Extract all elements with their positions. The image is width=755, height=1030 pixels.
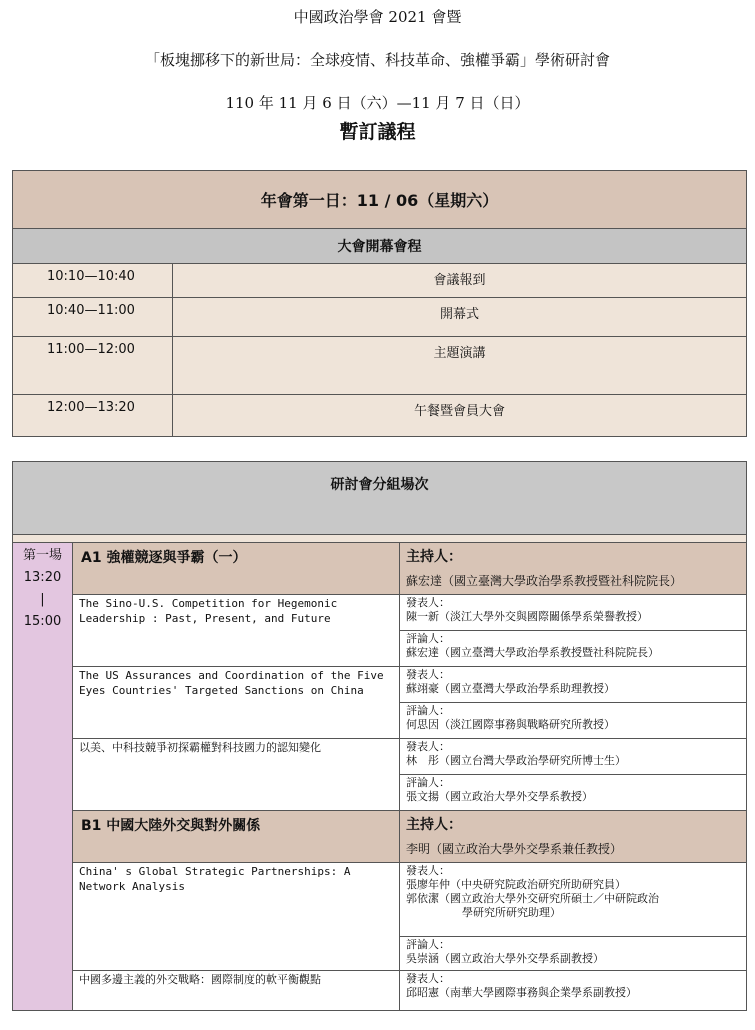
paper-title: The US Assurances and Coordination of the Five Eyes Countries' Targeted Sanctions on China — [73, 667, 400, 739]
schedule-time: 12:00—13:20 — [13, 395, 173, 437]
schedule-item: 主題演講 — [173, 337, 747, 395]
presenter-name: 張廖年仲（中央研究院政治研究所助研究員） — [406, 878, 626, 891]
session-end: 15:00 — [23, 614, 62, 629]
schedule-time: 10:40—11:00 — [13, 298, 173, 337]
session-separator: | — [40, 592, 45, 607]
presenter-label: 發表人： — [406, 972, 450, 985]
discussant-label: 評論人： — [406, 632, 450, 645]
paper-title: 中國多邊主義的外交戰略：國際制度的軟平衡觀點 — [73, 971, 400, 1011]
schedule-item: 午餐暨會員大會 — [173, 395, 747, 437]
conference-dates: 110 年 11 月 6 日（六）—11 月 7 日（日） — [225, 94, 530, 112]
presenter-cell — [400, 863, 747, 937]
discussant-name: 蘇宏達（國立臺灣大學政治學系教授暨社科院院長） — [406, 646, 659, 659]
day1-agenda-table — [12, 170, 747, 437]
schedule-time: 10:10—10:40 — [13, 264, 173, 298]
seminar-agenda-table — [12, 461, 747, 1011]
panel-title: B1 中國大陸外交與對外關係 — [73, 811, 400, 863]
presenter-name: 邱昭憲（南華大學國際事務與企業學系副教授） — [406, 986, 637, 999]
agenda-heading: 暫訂議程 — [339, 121, 416, 143]
schedule-item: 會議報到 — [173, 264, 747, 298]
presenter-cell — [400, 971, 747, 1011]
presenter-cell — [400, 667, 747, 703]
chair-name: 李明（國立政治大學外交學系兼任教授） — [406, 842, 623, 856]
presenter-name: 郭依潔（國立政治大學外交研究所碩士／中研院政治 — [406, 892, 659, 905]
chair-name: 蘇宏達（國立臺灣大學政治學系教授暨社科院院長） — [406, 574, 683, 588]
discussant-label: 評論人： — [406, 938, 450, 951]
discussant-cell — [400, 775, 747, 811]
presenter-cell — [400, 595, 747, 631]
discussant-cell — [400, 631, 747, 667]
discussant-name: 吳崇涵（國立政治大學外交學系副教授） — [406, 952, 604, 965]
presenter-label: 發表人： — [406, 668, 450, 681]
presenter-label: 發表人： — [406, 596, 450, 609]
discussant-cell — [400, 703, 747, 739]
schedule-item: 開幕式 — [173, 298, 747, 337]
presenter-name: 蘇翊豪（國立臺灣大學政治學系助理教授） — [406, 682, 615, 695]
paper-title: The Sino-U.S. Competition for Hegemonic Leadership : Past, Present, and Future — [73, 595, 400, 667]
presenter-name-continued: 學研究所研究助理） — [462, 906, 561, 919]
discussant-label: 評論人： — [406, 704, 450, 717]
day1-title: 年會第一日：11 / 06（星期六） — [13, 171, 747, 229]
chair-label: 主持人： — [406, 817, 462, 833]
conference-title: 中國政治學會 2021 會暨 — [293, 8, 462, 26]
opening-session-title: 大會開幕會程 — [13, 229, 747, 264]
presenter-name: 陳一新（淡江大學外交與國際關係學系榮譽教授） — [406, 610, 648, 623]
discussant-cell — [400, 937, 747, 971]
discussant-name: 何思因（淡江國際事務與戰略研究所教授） — [406, 718, 615, 731]
chair-label: 主持人： — [406, 549, 462, 565]
schedule-time: 11:00—12:00 — [13, 337, 173, 395]
presenter-cell — [400, 739, 747, 775]
paper-title: 以美、中科技競爭初探霸權對科技國力的認知變化 — [73, 739, 400, 811]
presenter-label: 發表人： — [406, 864, 450, 877]
seminar-title: 研討會分組場次 — [13, 462, 747, 535]
panel-chair — [400, 811, 747, 863]
panel-chair — [400, 543, 747, 595]
panel-title: A1 強權競逐與爭霸（一） — [73, 543, 400, 595]
session-label: 第一場 — [22, 548, 62, 563]
discussant-label: 評論人： — [406, 776, 450, 789]
session-time-cell — [13, 543, 73, 1011]
conference-theme: 「板塊挪移下的新世局：全球疫情、科技革命、強權爭霸」學術研討會 — [144, 51, 610, 69]
discussant-name: 張文揚（國立政治大學外交學系教授） — [406, 790, 593, 803]
presenter-name: 林 彤（國立台灣大學政治學研究所博士生） — [406, 754, 626, 767]
presenter-label: 發表人： — [406, 740, 450, 753]
paper-title: China' s Global Strategic Partnerships: A Network Analysis — [73, 863, 400, 971]
session-start: 13:20 — [23, 570, 62, 585]
